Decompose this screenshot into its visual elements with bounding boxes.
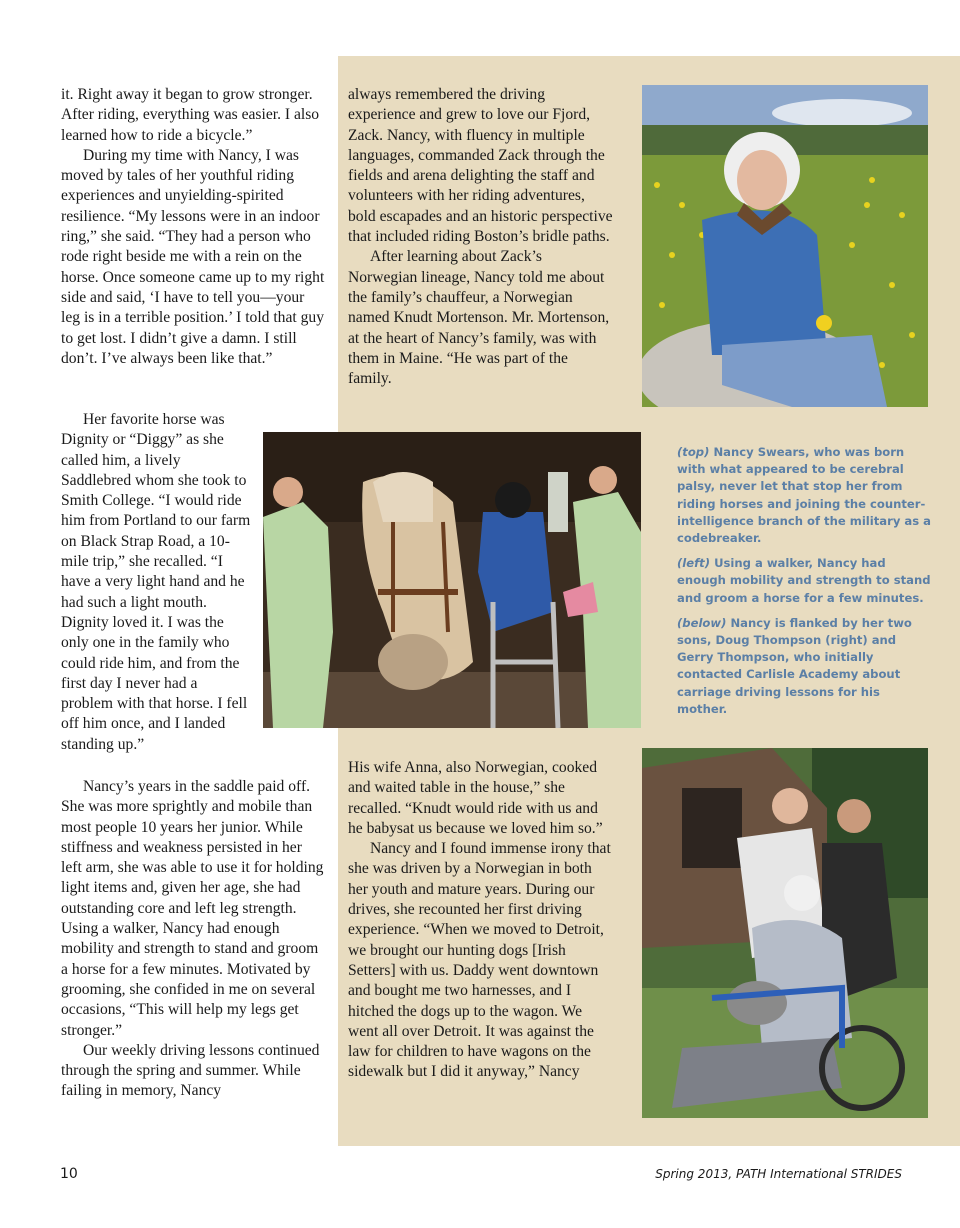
photo-captions [677, 444, 933, 726]
article-paragraph: always remembered the driving experience and grew to love our Fjord, Zack. Nancy, with fluency in multiple languages, commanded Zack through the fields and arena delighting the staff and volunteers with her riding adventures, bold escapades and an historic perspective that included riding Boston’s bridle paths. [348, 86, 613, 246]
article-paragraph: Our weekly driving lessons continued through the spring and summer. While failing in memory, Nancy [61, 1041, 320, 1100]
article-column-2-bottom [348, 758, 614, 1083]
caption-top: (top) Nancy Swears, who was born with what appeared to be cerebral palsy, never let that stop her from riding horses and joining the counter-intelligence branch of the military as a codebreaker. [677, 445, 932, 546]
article-paragraph: Her favorite horse was Dignity or “Diggy” as she called him, a lively Saddlebred whom she took to Smith College. “I would ride him from Portland to our farm on Black Strap Road, a 10-mile trip,” she recalled. “I have a very light hand and he had such a light mouth. Dignity loved it. I was the only one in the family who could ride him, and from the first day I never had a problem with that horse. I fell off him once, and I landed standing up.” [61, 411, 251, 753]
publication-credit: Spring 2013, PATH International STRIDES [655, 1167, 902, 1181]
caption-left: (left) Using a walker, Nancy had enough mobility and strength to stand and groom a horse for a few minutes. [677, 556, 931, 605]
article-column-2-top [348, 85, 614, 389]
article-paragraph: it. Right away it began to grow stronger. After riding, everything was easier. I also learned how to ride a bicycle.” [61, 86, 320, 144]
article-paragraph: During my time with Nancy, I was moved by tales of her youthful riding experiences and unyielding-spirited resilience. “My lessons were in an indoor ring,” she said. “They had a person who rode right beside me with a rein on the horse. Once someone came up to my right side and said, ‘I have to tell you—your leg is in a terrible position.’ I told that guy to get lost. I didn’t give a damn. I still don’t. I’ve always been like that.” [61, 146, 325, 367]
article-column-1-wrap [61, 410, 253, 755]
photo-nancy-grooming-horse [263, 432, 641, 728]
article-paragraph: Nancy and I found immense irony that she was driven by a Norwegian in both her youth and mature years. During our drives, she recounted her first driving experience. “When we moved to Detroit, we brought our hunting dogs [Irish Setters] with us. Daddy went downtown and bought me two harnesses, and I hitched the dogs up to the wagon. We went all over Detroit. It was against the law for children to have wagons on the sidewalk but I did it anyway,” Nancy [348, 840, 611, 1081]
article-column-1-bottom [61, 777, 325, 1102]
article-paragraph: His wife Anna, also Norwegian, cooked and waited table in the house,” she recalled. “Knudt would ride with us and he babysat us because we loved him so.” [348, 759, 603, 837]
photo-nancy-in-field [642, 85, 928, 407]
page-number: 10 [60, 1166, 78, 1182]
article-paragraph: After learning about Zack’s Norwegian lineage, Nancy told me about the family’s chauffeur, a Norwegian named Knudt Mortenson. Mr. Mortenson, at the heart of Nancy’s family, was with them in Maine. “He was part of the family. [348, 248, 610, 388]
article-column-1-top [61, 85, 325, 369]
photo-nancy-with-sons [642, 748, 928, 1118]
caption-below: (below) Nancy is flanked by her two sons, Doug Thompson (right) and Gerry Thompson, who initially contacted Carlisle Academy about carriage driving lessons for his mother. [677, 615, 912, 716]
article-paragraph: Nancy’s years in the saddle paid off. She was more sprightly and mobile than most people 10 years her junior. While stiffness and weakness persisted in her left arm, she was able to use it for holding light items and, given her age, she had outstanding core and left leg strength. Using a walker, Nancy had enough mobility and strength to stand and groom a horse for a few minutes. Motivated by grooming, she confided in me on several occasions, “This will help my legs get stronger.” [61, 778, 324, 1039]
